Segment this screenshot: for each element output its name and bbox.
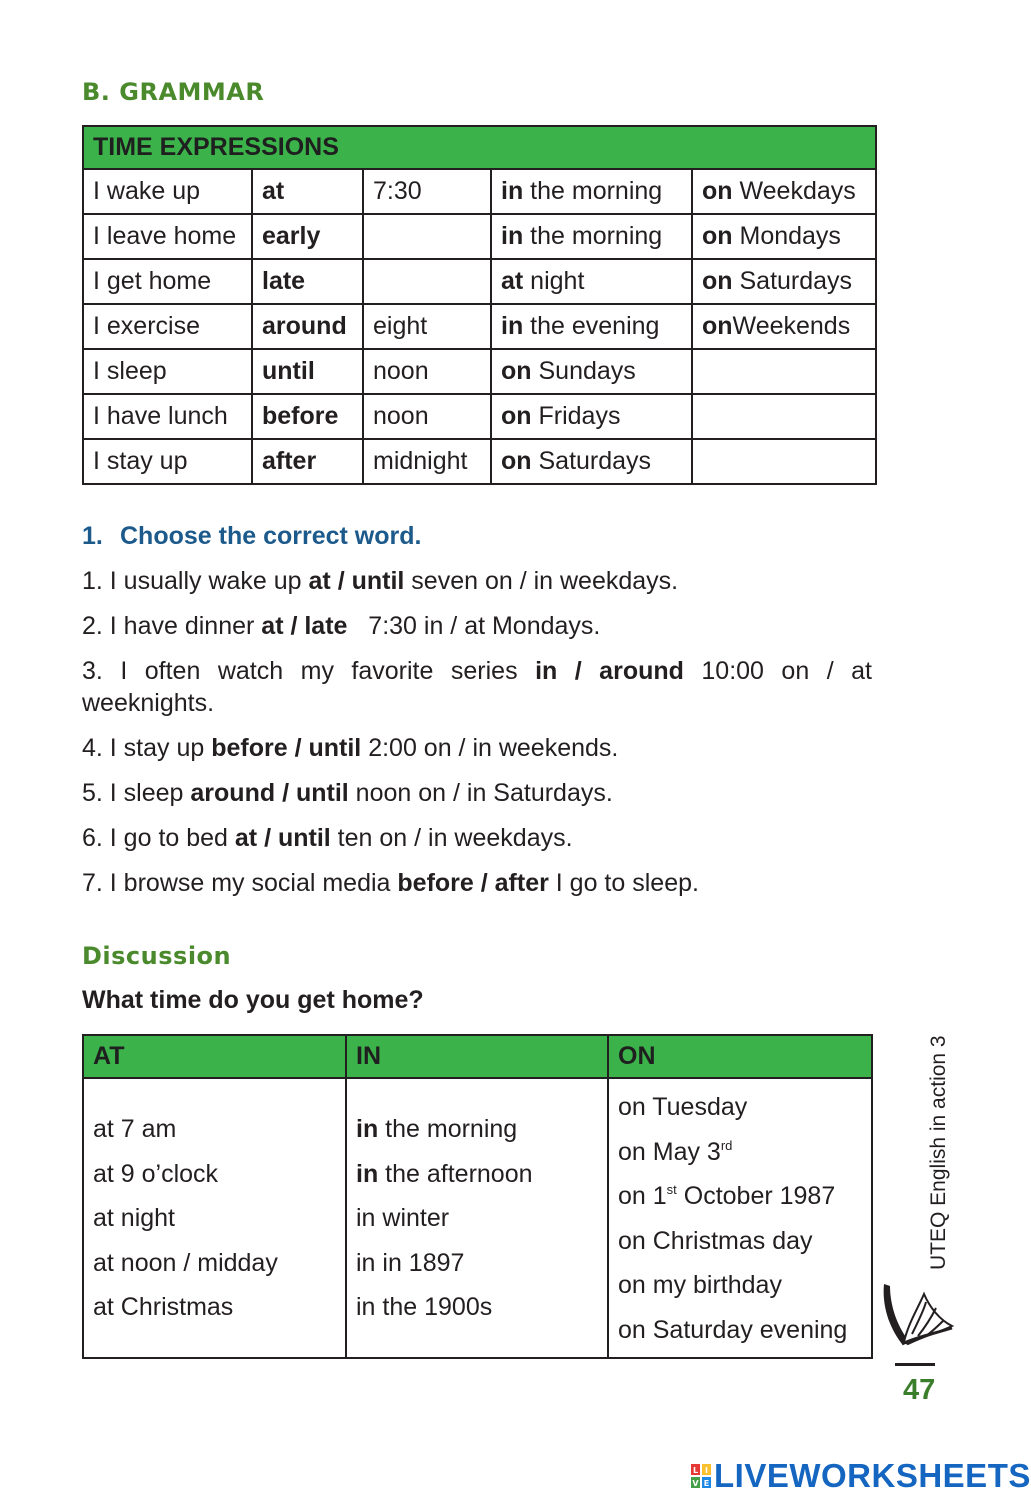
book-icon bbox=[878, 1278, 958, 1348]
exercise-choice: at / late bbox=[261, 612, 348, 640]
section-title-grammar: B. GRAMMAR bbox=[82, 78, 265, 106]
page-number-divider bbox=[895, 1363, 935, 1366]
period-preposition: on bbox=[501, 447, 532, 475]
prepositions-table bbox=[82, 1034, 873, 1359]
time-cell: noon bbox=[363, 349, 491, 394]
table-row bbox=[83, 439, 876, 484]
prep-header-row bbox=[83, 1035, 872, 1078]
in-item-text: in winter bbox=[356, 1204, 450, 1232]
day-cell bbox=[692, 394, 876, 439]
on-item-text: on Christmas day bbox=[618, 1226, 813, 1255]
activity-cell: I stay up bbox=[83, 439, 252, 484]
exercise-text: 4. I stay up bbox=[82, 734, 212, 762]
at-item: at Christmas bbox=[93, 1293, 234, 1321]
table-row bbox=[83, 304, 876, 349]
period-text: the evening bbox=[523, 312, 660, 340]
table-title: TIME EXPRESSIONS bbox=[83, 126, 876, 169]
period-cell bbox=[491, 349, 692, 394]
exercise-text: 1. I usually wake up bbox=[82, 567, 309, 595]
prep-header-on: ON bbox=[608, 1035, 872, 1078]
period-text: the morning bbox=[523, 222, 663, 250]
exercise-text: noon on / in Saturdays. bbox=[348, 779, 613, 807]
in-item bbox=[356, 1196, 598, 1241]
time-cell bbox=[363, 214, 491, 259]
day-cell bbox=[692, 349, 876, 394]
liveworksheets-brand[interactable] bbox=[690, 1456, 1031, 1496]
exercise-item bbox=[82, 565, 872, 597]
period-text: Saturdays bbox=[531, 447, 652, 475]
in-item-text: the afternoon bbox=[378, 1159, 533, 1188]
exercise-item bbox=[82, 867, 872, 899]
exercise-text: 10:00 on / at weeknights. bbox=[82, 657, 879, 717]
prep-cell-in bbox=[346, 1078, 608, 1358]
side-book-label: UTEQ English in action 3 bbox=[927, 1035, 950, 1270]
day-text: Weekdays bbox=[732, 177, 856, 205]
exercise-heading bbox=[82, 522, 421, 551]
section-title-discussion: Discussion bbox=[82, 942, 232, 970]
activity-cell: I exercise bbox=[83, 304, 252, 349]
period-text: the morning bbox=[523, 177, 663, 205]
on-item-text: on 1 bbox=[618, 1182, 667, 1210]
on-item bbox=[618, 1263, 862, 1308]
table-row bbox=[83, 214, 876, 259]
on-item-text: on Tuesday bbox=[618, 1093, 748, 1121]
adverb-cell: early bbox=[252, 214, 363, 259]
in-item bbox=[356, 1285, 598, 1330]
day-cell bbox=[692, 169, 876, 214]
activity-cell: I sleep bbox=[83, 349, 252, 394]
adverb-cell: after bbox=[252, 439, 363, 484]
in-item-bold: in bbox=[356, 1159, 379, 1188]
in-item bbox=[356, 1241, 598, 1286]
exercise-item bbox=[82, 655, 879, 719]
in-item bbox=[356, 1152, 598, 1197]
exercise-choice: around / until bbox=[190, 779, 349, 807]
on-item-sup: st bbox=[666, 1182, 677, 1197]
period-cell bbox=[491, 439, 692, 484]
prep-header-in: IN bbox=[346, 1035, 608, 1078]
period-text: Sundays bbox=[531, 357, 636, 385]
on-item bbox=[618, 1219, 862, 1264]
period-text: Fridays bbox=[531, 402, 621, 430]
exercise-choice: at / until bbox=[308, 567, 405, 595]
day-text: Saturdays bbox=[732, 267, 853, 295]
table-row bbox=[83, 169, 876, 214]
exercise-text: ten on / in weekdays. bbox=[330, 824, 573, 852]
logo-letter: I bbox=[705, 1466, 708, 1475]
on-item bbox=[618, 1130, 862, 1175]
exercise-text: 2:00 on / in weekends. bbox=[361, 734, 619, 762]
activity-cell: I get home bbox=[83, 259, 252, 304]
exercise-choice: before / until bbox=[211, 734, 362, 762]
activity-cell: I leave home bbox=[83, 214, 252, 259]
period-preposition: in bbox=[501, 177, 524, 205]
day-cell bbox=[692, 304, 876, 349]
exercise-text: 3. I often watch my favorite series bbox=[82, 657, 536, 685]
adverb-cell: around bbox=[252, 304, 363, 349]
on-item-text: on May 3 bbox=[618, 1137, 721, 1166]
time-cell: noon bbox=[363, 394, 491, 439]
prep-cell-at bbox=[83, 1078, 346, 1358]
exercise-text: 2. I have dinner bbox=[82, 612, 262, 640]
period-preposition: in bbox=[501, 312, 524, 340]
exercise-list bbox=[82, 565, 879, 912]
day-cell bbox=[692, 214, 876, 259]
day-preposition: on bbox=[702, 177, 733, 205]
at-item: at 9 o’clock bbox=[93, 1159, 219, 1188]
exercise-choice: at / until bbox=[234, 824, 331, 852]
discussion-question: What time do you get home? bbox=[82, 986, 424, 1014]
on-item bbox=[618, 1085, 862, 1130]
time-expressions-table bbox=[82, 125, 877, 485]
adverb-cell: at bbox=[252, 169, 363, 214]
adverb-cell: until bbox=[252, 349, 363, 394]
exercise-text: I go to sleep. bbox=[548, 869, 699, 897]
adverb-cell: before bbox=[252, 394, 363, 439]
adverb-cell: late bbox=[252, 259, 363, 304]
day-cell bbox=[692, 439, 876, 484]
period-text: night bbox=[523, 267, 585, 295]
on-item-sup: rd bbox=[720, 1137, 733, 1153]
period-preposition: on bbox=[501, 402, 532, 430]
activity-cell: I wake up bbox=[83, 169, 252, 214]
exercise-choice: in / around bbox=[535, 657, 684, 685]
on-item bbox=[618, 1308, 862, 1353]
period-cell bbox=[491, 169, 692, 214]
day-text: Mondays bbox=[732, 222, 841, 250]
time-cell: 7:30 bbox=[363, 169, 491, 214]
at-item: at night bbox=[93, 1204, 176, 1232]
at-item: at 7 am bbox=[93, 1115, 177, 1143]
brand-text[interactable]: LIVEWORKSHEETS bbox=[714, 1457, 1031, 1494]
period-cell bbox=[491, 259, 692, 304]
exercise-item bbox=[82, 610, 872, 642]
day-preposition: on bbox=[702, 312, 733, 340]
exercise-text: 5. I sleep bbox=[82, 779, 191, 807]
time-cell bbox=[363, 259, 491, 304]
prep-header-at: AT bbox=[83, 1035, 346, 1078]
in-item-bold: in bbox=[356, 1115, 379, 1143]
table-title-row bbox=[83, 126, 876, 169]
on-item bbox=[618, 1174, 862, 1219]
period-preposition: at bbox=[501, 267, 524, 295]
logo-letter: L bbox=[692, 1466, 699, 1475]
table-row bbox=[83, 349, 876, 394]
liveworksheets-logo-icon bbox=[690, 1461, 712, 1491]
period-cell bbox=[491, 304, 692, 349]
at-item: at noon / midday bbox=[93, 1248, 278, 1277]
exercise-item bbox=[82, 732, 872, 764]
on-item-text: on Saturday evening bbox=[618, 1315, 848, 1344]
period-cell bbox=[491, 394, 692, 439]
day-preposition: on bbox=[702, 267, 733, 295]
activity-cell: I have lunch bbox=[83, 394, 252, 439]
logo-letter: E bbox=[703, 1479, 710, 1488]
period-preposition: on bbox=[501, 357, 532, 385]
exercise-item bbox=[82, 822, 872, 854]
day-cell bbox=[692, 259, 876, 304]
table-row bbox=[83, 259, 876, 304]
period-cell bbox=[491, 214, 692, 259]
day-text: Weekends bbox=[732, 312, 851, 340]
exercise-choice: before / after bbox=[397, 869, 549, 897]
exercise-item bbox=[82, 777, 872, 809]
in-item-text: the morning bbox=[378, 1115, 518, 1143]
exercise-number: 1. bbox=[82, 522, 103, 550]
prep-body-row bbox=[83, 1078, 872, 1358]
exercise-text: 7. I browse my social media bbox=[82, 869, 398, 897]
day-preposition: on bbox=[702, 222, 733, 250]
time-cell: midnight bbox=[363, 439, 491, 484]
prep-cell-on bbox=[608, 1078, 872, 1358]
time-cell: eight bbox=[363, 304, 491, 349]
on-item-text: on my birthday bbox=[618, 1271, 782, 1299]
in-item-text: in the 1900s bbox=[356, 1293, 493, 1321]
exercise-text: 6. I go to bed bbox=[82, 824, 235, 852]
exercise-heading-text: Choose the correct word. bbox=[120, 522, 422, 550]
exercise-text: seven on / in weekdays. bbox=[404, 567, 679, 595]
on-item-rest: October 1987 bbox=[676, 1182, 836, 1210]
page-number: 47 bbox=[903, 1374, 936, 1406]
in-item-text: in in 1897 bbox=[356, 1248, 465, 1277]
logo-letter: V bbox=[692, 1479, 699, 1488]
in-item bbox=[356, 1107, 598, 1152]
period-preposition: in bbox=[501, 222, 524, 250]
exercise-text: 7:30 in / at Mondays. bbox=[347, 612, 601, 640]
table-row bbox=[83, 394, 876, 439]
